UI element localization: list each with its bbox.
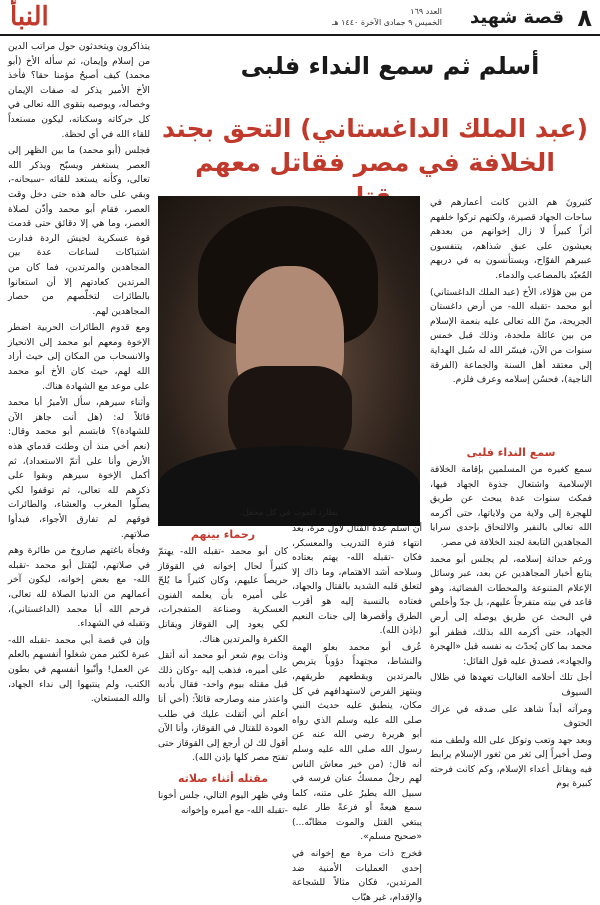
paragraph: ورغم حداثة إسلامه، لم يجلس أبو محمد يتابع أخبار المجاهدين عن بعد، عبر وسائل الإعلام المتنوعة والمحطات الفضائية، وهو قاعد في بيته متفرجاً عليهم، بل جدّ وأخلص في البحث عن طريق يوصله إلى أرض الجهاد، حتى أكرمه الله بذلك، فظفر أبو محمد بما كان يُحدّث به نفسه قبل «الهجرة والجهاد»، فصدق عليه قول القائل: [430,553,592,667]
paragraph: فخرج ذات مرة مع إخوانه في إحدى العمليات الأمنية ضد المرتدين، فكان مثالاً للشجاعة والإقدام، غير هيّاب [292,848,422,903]
subheading: رحماء بينهم [190,528,256,541]
paragraph: كثيرونَ هم الذين كانت أعمارهم في ساحات الجهاد قصيرة، ولكنهم تركوا خلفهم أثراً كبيراً لا زال إخوانهم من بعدهم يعيشون على عبق شذاهم، يتنفسون عبيرهم الفوّاح، ويستأنسون به في دربهم المُعبّد بالمصاعب والدماء. [430,197,592,281]
paragraph: وذات يوم شعر أبو محمد أنه أثقل على أميره، فذهب إليه -وكان ذلك قبل مقتله بيوم واحد- فقال بأدبه واعتذر منه وصارحه قائلاً: (أخي أنا أعلم أني أثقلت عليك في طلب العودة للقتال في القوقاز، وأنا الآن أقول لك لن أرجع إلى القوقاز حتى تفتح مصر كلها بإذن الله). [158,650,288,764]
verse: ومرآته أبداً شاهد على صدقه في عراك الحتوف [430,703,592,730]
article-column-mid-right [292,522,422,903]
headline-line-2: الخلافة في مصر فقاتل معهم [195,148,555,177]
paragraph: سمع كغيره من المسلمين بإقامة الخلافة الإسلامية واشتعال جذوة الجهاد فيها، فمكث سنوات عدة يبحث عن طريق للهجرة إلى ولاية من ولاياتها، حتى أكرمه الله تعالى بالنفير والالتحاق بإحدى سرايا المجاهدين التابعة لجند الخلافة في مصر. [430,464,592,548]
paragraph: كان أبو محمد -تقبله الله- يهتمّ كثيراً لحال إخوانه في القوقاز حريصاً عليهم، وكان كثيراً ما يُلحّ على أميره بأن يعلمه الفنون العسكرية وصناعة المتفجرات، لكي يعود إلى القوقاز ويقاتل الكفرة والمرتدين هناك. [158,546,288,645]
headline-subtitle: أسلم ثم سمع النداء فلبى [240,52,540,80]
subheading: سمع النداء فلبى [466,446,556,459]
paragraph: وفجأة باغتهم صاروخ من طائرة وهم في صلاتهم، ليُقتل أبو محمد -تقبله الله- مع بعض إخوانه، ليكون آخر أعمالهم من الدنيا الصلاة لله تعالى، فرحم الله أبا محمد (الداغستاني)، وتقبله في الشهداء. [8,545,150,630]
issue-date: الخميس ٩ جمادى الآخرة ١٤٤٠ هـ [332,18,442,27]
headline-line-1: (عبد الملك الداغستاني) التحق بجند [161,114,589,143]
subheading: مقتله أثناء صلاته [178,771,268,785]
article-column-left [8,40,150,840]
paragraph: وبعد جهد وتعب وتوكل على الله ولطف منه وصل أخيراً إلى ثغر من ثغور الإسلام يرابط فيه ويقاتل أعداء الإسلام، وكم كانت فرحته كبيرة يوم [430,734,592,790]
paragraph: يتذاكرون ويتحدثون حول مراتب الدين من إسلام وإيمان، ثم سأله الأخ (أبو محمد) كيف أصبحُ مؤمنا حقا؟ فأخذ الأخ الأمير يذكر له صفات الإيمان وخصاله، ويوصيه بتقوى الله تعالى في كل حركاته وسكناته، ليكون مستعداً للقاء الله في أي لحظة. [8,41,150,140]
page-number: ٨ [577,4,592,32]
article-column-mid-left [158,522,288,842]
verse: أجل تلك أحلامه الغاليات تعهدها في ظلال السيوف [430,672,592,698]
paragraph: وفي ظهر اليوم التالي، جلس أخونا -تقبله الله- مع أميره وإخوانه [158,789,288,816]
issue-info [332,6,442,28]
paragraph: أن أسلم عدة القتال لأول مرة، بعد انتهاء فترة التدريب والمعسكر، فكان -تقبله الله- يهتم بعتاده وسلاحه أشد الاهتمام، وما ذاك إلا لتعلق قلبه الشديد بالقتال والجهاد، فعتاده بالنسبة إليه هو أقرب الطرق وأقصرها إلى جنات النعيم (بإذن الله). [292,523,422,637]
paragraph: وأثناء سيرهم، سأل الأميرُ أبا محمد قائلاً له: (هل أنت جاهز الآن للشهادة)؟ فابتسم أبو محمد وقال: (نعم أخي منذ أن وطئت قدماي هذه الأرض وأنا على أتمّ الاستعداد)، ثم أكمل الإخوة سيرهم وبقوا على ذكرهم لله تعالى، ثم توقفوا لكي يصلّوا المغرب والعشاء، والطائرات فوقهم لم تفارق الأجواء، فبدأوا صلاتهم. [8,397,150,540]
portrait-photo [158,196,420,502]
paragraph: ومع قدوم الطائرات الحربية اضطر الإخوة ومعهم أبو محمد إلى الانحياز والانسحاب من المكان إلى حيث أراد الله لهم، حيث كان الأخ أبو محمد على موعد مع الشهادة هناك. [8,322,150,392]
newspaper-logo: النبأ [10,2,49,32]
paragraph: وإن في قصة أبي محمد -تقبله الله- عبرة لكثير ممن شغلوا أنفسهم بالعلم عن العمل! وأنّبوا أنفسهم في بطون الكتب، ولم ينتبهوا إلى نداء الجهاد، والله المستعان. [8,634,150,705]
paragraph: من بين هؤلاء، الأخ (عبد الملك الداغستاني) أبو محمد -تقبله الله- من أرض داغستان الجريحة، منّ الله تعالى عليه بنعمة الإسلام من بين عائلة ملحدة، وذلك قبل خمس سنوات من الآن، فيسّر الله له سُبل الهداية إلى معتقد أهل السنة والجماعة (الفرقة الناجية)، فحسُن إسلامه وعرف فلزم. [430,286,592,386]
section-title: قصة شهيد [469,7,564,28]
paragraph: عُرف أبو محمد بعلو الهمة والنشاط، مجتهداً دؤوباً يتربص بالمرتدين ويقطعهم طريقهم، وينتهز الفرص لاستهدافهم في كل مكان، ينطبق عليه حديث النبي صلى الله عليه وسلم الذي رواه أبو هريرة رضي الله عنه عن رسول الله صلى الله عليه وسلم أنه قال: (من خير معاش الناس لهم رجلٌ ممسكٌ عنان فرسه في سبيل الله يطيرُ على متنه، كلما سمع هيعةً أو فزعةً طار عليه يبتغي القتل والموت مظانّه...) «صحيح مسلم». [292,641,422,843]
page-header [0,0,600,36]
photo-caption: يطارد الموت في كل محفل. [240,508,338,518]
paragraph: فجلس (أبو محمد) ما بين الظهر إلى العصر يستغفر ويسبّح ويذكر الله تعالى، وكأنه يستعد للقائه -سبحانه-، وبقي على حاله هذه حتى دخل وقت العصر، فقام أبو محمد وأذّن لصلاة العصر، وما هي إلا دقائق حتى قدمت قوة عسكرية لجيش الردة فدارت اشتباكات لساعات عدة بين المجاهدين والمرتدين، فما كان من المرتدين كعادتهم إلا أن استعانوا بالطائرات لتخلّصهم من حصار المجاهدين لهم. [8,145,150,317]
article-column-right-bottom [430,440,592,840]
issue-number: العدد ١٦٩ [410,7,442,16]
